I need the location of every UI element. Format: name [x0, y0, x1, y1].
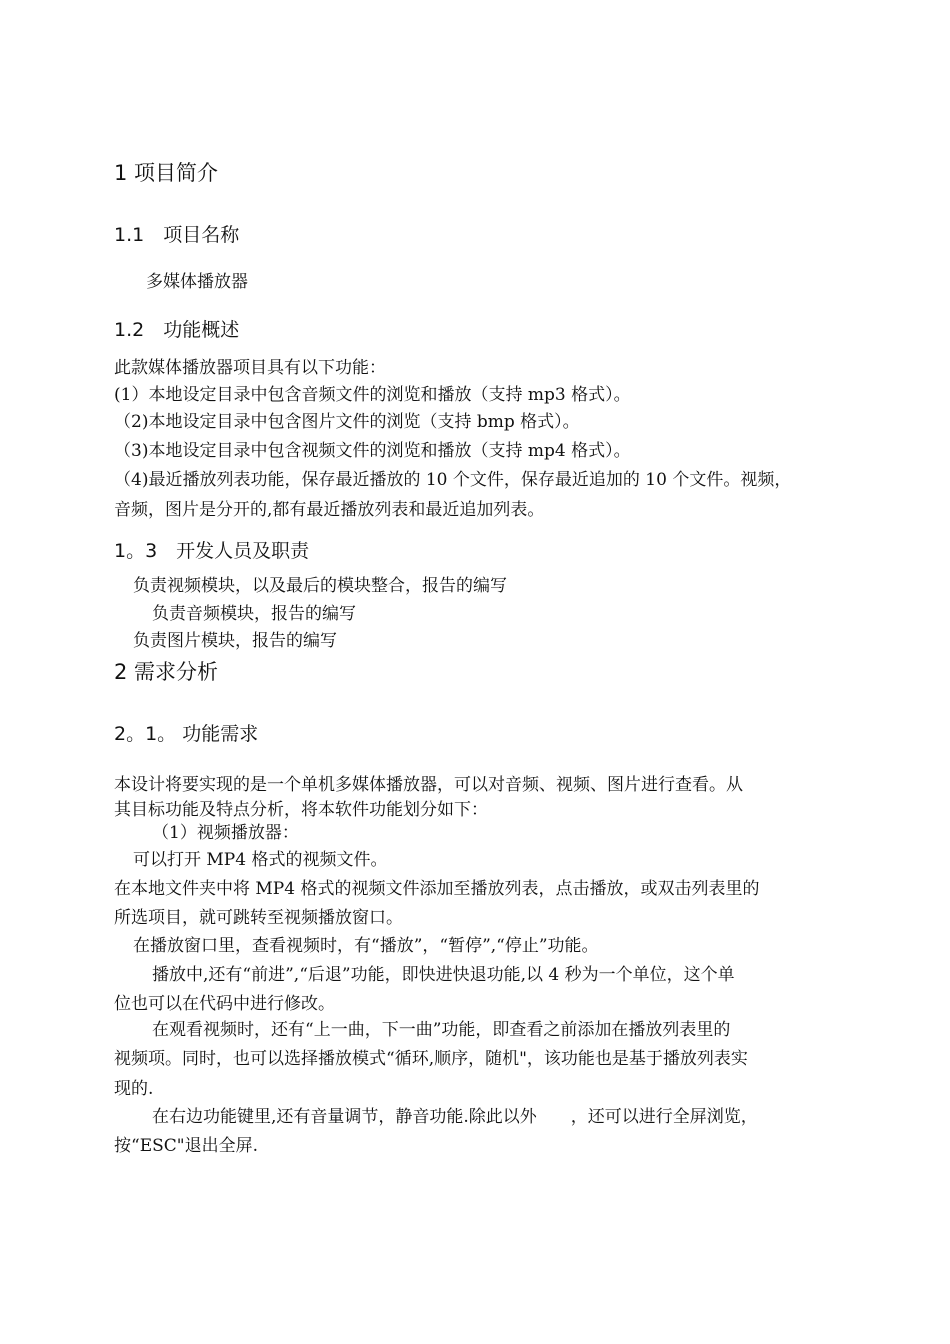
paragraph-line: 本设计将要实现的是一个单机多媒体播放器，可以对音频、视频、图片进行查看。从	[114, 775, 743, 795]
paragraph-line: 可以打开 MP4 格式的视频文件。	[133, 850, 388, 870]
section-2-heading: 2 需求分析	[114, 660, 219, 684]
paragraph-line: 其目标功能及特点分析，将本软件功能划分如下：	[114, 800, 488, 820]
section-2-1-heading: 2。1。 功能需求	[114, 723, 259, 745]
paragraph-line: （2)本地设定目录中包含图片文件的浏览（支持 bmp 格式）。	[114, 412, 580, 432]
project-name-text: 多媒体播放器	[146, 272, 248, 292]
paragraph-line: 播放中,还有“前进”,“后退”功能，即快进快退功能,以 4 秒为一个单位，这个单	[152, 965, 735, 985]
paragraph-line: 此款媒体播放器项目具有以下功能：	[114, 358, 386, 378]
paragraph-line: 现的.	[114, 1079, 154, 1099]
paragraph-line: 在播放窗口里，查看视频时，有“播放”，“暂停”,“停止”功能。	[133, 936, 599, 956]
paragraph-line: 所选项目，就可跳转至视频播放窗口。	[114, 908, 403, 928]
paragraph-line: 负责视频模块，以及最后的模块整合，报告的编写	[133, 576, 507, 596]
paragraph-line: 在右边功能键里,还有音量调节，静音功能.除此以外 ，还可以进行全屏浏览，	[152, 1107, 758, 1127]
paragraph-line: 在观看视频时，还有“上一曲，下一曲”功能，即查看之前添加在播放列表里的	[152, 1020, 731, 1040]
paragraph-line: 按“ESC"退出全屏.	[114, 1136, 258, 1156]
paragraph-line: 在本地文件夹中将 MP4 格式的视频文件添加至播放列表，点击播放，或双击列表里的	[114, 879, 760, 899]
paragraph-line: 视频项。同时，也可以选择播放模式“循环,顺序，随机"，该功能也是基于播放列表实	[114, 1049, 748, 1069]
paragraph-line: 音频，图片是分开的,都有最近播放列表和最近追加列表。	[114, 500, 545, 520]
section-1-1-heading: 1.1 项目名称	[114, 224, 240, 246]
paragraph-line: （3)本地设定目录中包含视频文件的浏览和播放（支持 mp4 格式）。	[114, 441, 631, 461]
section-1-heading: 1 项目简介	[114, 161, 219, 185]
section-1-3-heading: 1。3 开发人员及职责	[114, 540, 310, 562]
paragraph-line: 位也可以在代码中进行修改。	[114, 994, 335, 1014]
section-1-2-heading: 1.2 功能概述	[114, 319, 240, 341]
paragraph-line: 负责音频模块，报告的编写	[152, 604, 356, 624]
paragraph-line: （1）视频播放器：	[152, 823, 299, 843]
paragraph-line: 负责图片模块，报告的编写	[133, 631, 337, 651]
paragraph-line: （4)最近播放列表功能，保存最近播放的 10 个文件，保存最近追加的 10 个文件。视频，	[114, 470, 792, 490]
paragraph-line: (1）本地设定目录中包含音频文件的浏览和播放（支持 mp3 格式）。	[114, 385, 631, 405]
